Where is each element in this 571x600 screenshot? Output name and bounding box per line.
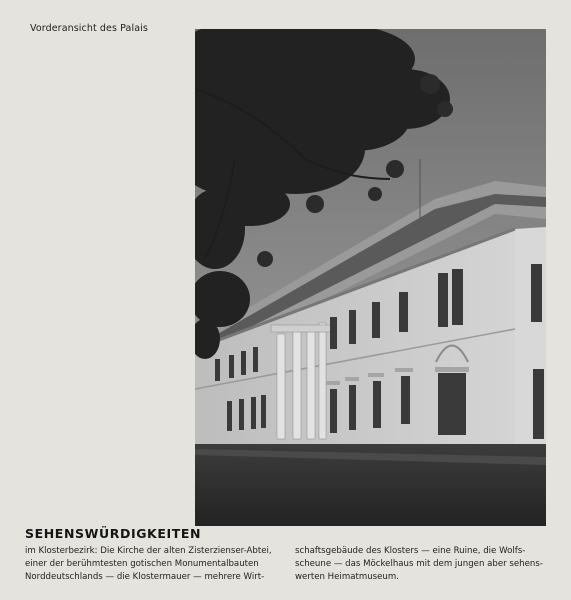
text-column-left xyxy=(25,545,275,584)
section-heading: SEHENSWÜRDIGKEITEN xyxy=(25,526,202,541)
text-line: scheune — das Möckelhaus mit dem jungen aber sehens- xyxy=(295,559,543,569)
photo-caption: Vorderansicht des Palais xyxy=(30,23,148,34)
text-line: werten Heimatmuseum. xyxy=(295,572,399,582)
text-line: Norddeutschlands — die Klostermauer — mehrere Wirt- xyxy=(25,572,265,582)
palace-photograph xyxy=(195,29,546,526)
text-line: schaftsgebäude des Klosters — eine Ruine, die Wolfs- xyxy=(295,546,526,556)
text-line: einer der berühmtesten gotischen Monumentalbauten xyxy=(25,559,259,569)
text-line: im Klosterbezirk: Die Kirche der alten Zisterzienser-Abtei, xyxy=(25,546,272,556)
text-column-right xyxy=(295,545,545,584)
